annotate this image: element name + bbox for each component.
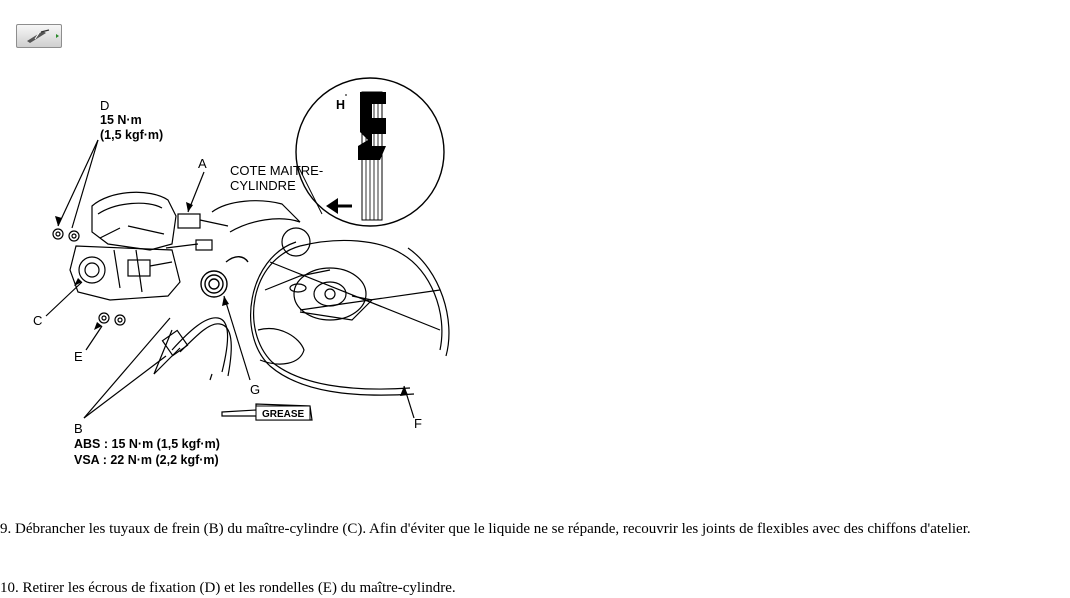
master-cylinder [70, 192, 180, 300]
mounting-nuts-d [53, 229, 79, 241]
callout-label-h: H [336, 98, 346, 112]
label-c: C [33, 313, 43, 328]
grease-label: GREASE [262, 409, 305, 420]
detail-callout-h [296, 78, 444, 226]
seal-g [201, 257, 248, 297]
instruction-step-9: 9. Débrancher les tuyaux de frein (B) du maître-cylindre (C). Afin d'éviter que le liquide ne se répande, recouvrir les joints de flexibles avec des chiffons d'atelier. [0, 521, 971, 537]
d-torque-line1: 15 N·m [100, 113, 142, 127]
label-e: E [74, 349, 83, 364]
label-d: D [100, 98, 110, 113]
b-torque-vsa: VSA : 22 N·m (2,2 kgf·m) [74, 453, 219, 467]
grease-tube [222, 404, 312, 420]
master-cylinder-side-label-line2: CYLINDRE [230, 178, 296, 193]
b-torque-abs: ABS : 15 N·m (1,5 kgf·m) [74, 437, 220, 451]
label-f: F [414, 416, 422, 431]
label-g: G [250, 382, 261, 397]
label-b: B [74, 421, 83, 436]
washers-e [99, 313, 125, 325]
pushrod-assembly [258, 268, 372, 364]
brake-lines-b [162, 318, 231, 380]
brake-booster [212, 201, 449, 395]
d-torque-line2: (1,5 kgf·m) [100, 128, 164, 142]
instruction-step-10: 10. Retirer les écrous de fixation (D) et les rondelles (E) du maître-cylindre. [0, 580, 456, 596]
label-a: A [198, 156, 207, 171]
master-cylinder-side-label-line1: COTE MAITRE- [230, 163, 324, 178]
